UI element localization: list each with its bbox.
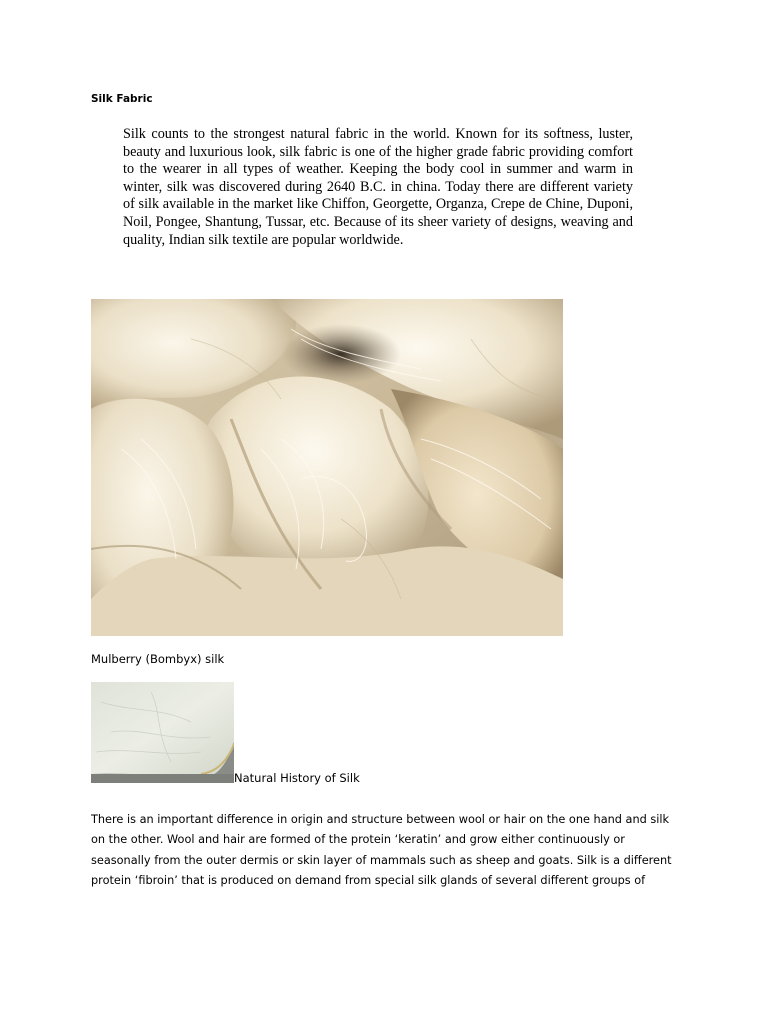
body-paragraph: There is an important difference in origin and structure between wool or hair on the one hand and silk on the other. Wool and hair are formed of the protein ‘keratin’ and grow either continuously or seasonally from the outer dermis or skin layer of mammals such as sheep and goats. Silk is a different protein ‘fibroin’ that is produced on demand from special silk glands of several different groups of xyxy=(91,813,672,887)
image2-caption: Natural History of Silk xyxy=(234,771,360,785)
intro-paragraph: Silk counts to the strongest natural fabric in the world. Known for its softness, luster, beauty and luxurious look, silk fabric is one of the higher grade fabric providing comfort to the wearer in all types of weather. Keeping the body cool in summer and warm in winter, silk was discovered during 2640 B.C. in china. Today there are different variety of silk available in the market like Chiffon, Georgette, Organza, Crepe de Chine, Duponi, Noil, Pongee, Shantung, Tussar, etc. Because of its sheer variety of designs, weaving and quality, Indian silk textile are popular worldwide. xyxy=(123,126,633,248)
document-title: Silk Fabric xyxy=(91,93,153,105)
image1-caption: Mulberry (Bombyx) silk xyxy=(91,652,225,666)
silk-cloth-photo xyxy=(91,682,234,783)
raw-silk-photo xyxy=(91,299,563,636)
